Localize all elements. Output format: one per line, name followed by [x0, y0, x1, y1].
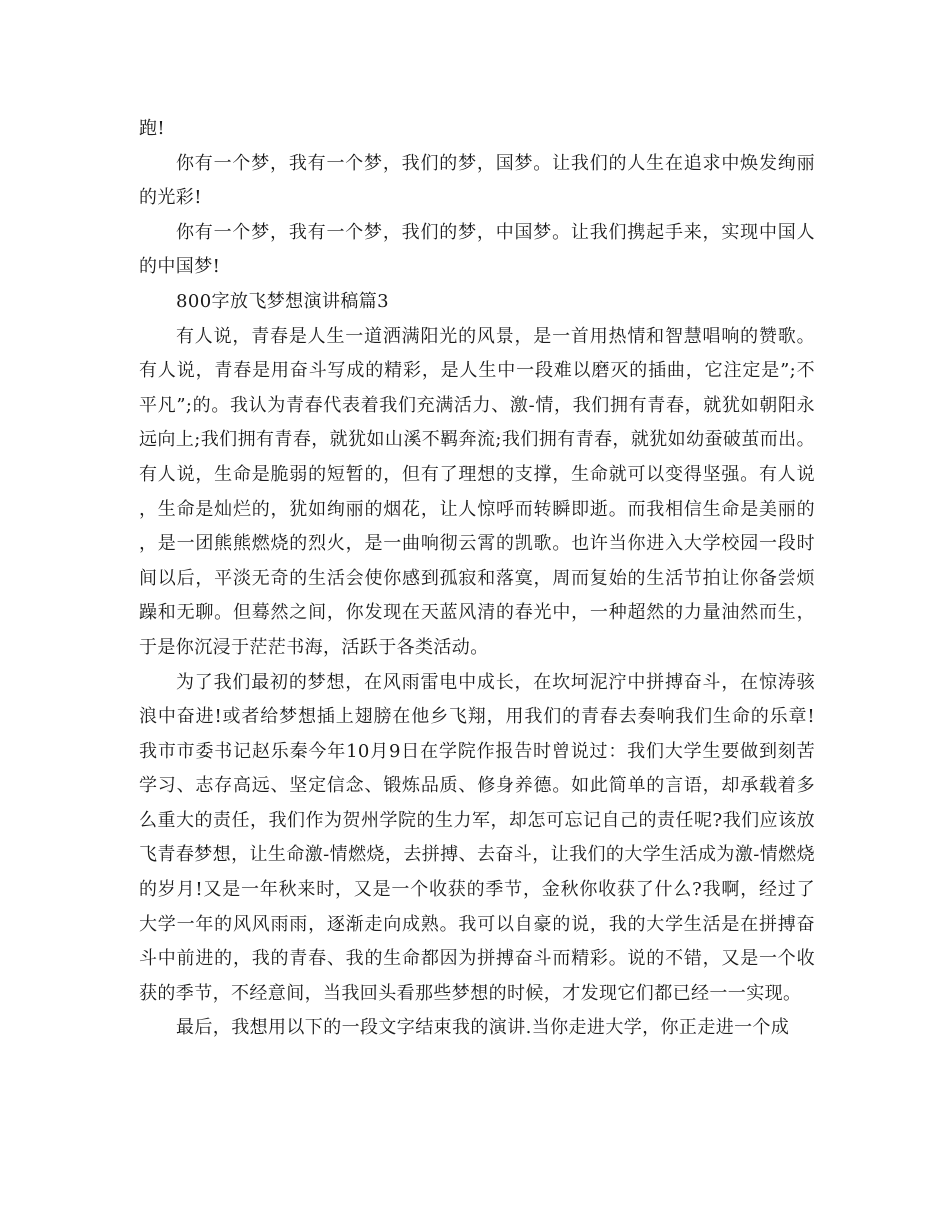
paragraph: 你有一个梦，我有一个梦，我们的梦，国梦。让我们的人生在追求中焕发绚丽的光彩! [139, 152, 815, 209]
paragraph: 你有一个梦，我有一个梦，我们的梦，中国梦。让我们携起手来，实现中国人的中国梦! [139, 221, 815, 278]
paragraph: 为了我们最初的梦想，在风雨雷电中成长，在坎坷泥泞中拼搏奋斗，在惊涛骇浪中奋进!或者给梦想插上翅膀在他乡飞翔，用我们的青春去奏响我们生命的乐章!我市市委书记赵乐秦今年10月9日在学院作报告时曾说过：我们大学生要做到刻苦学习、志存高远、坚定信念、锻炼品质、修身养德。如此简单的言语，却承载着多么重大的责任，我们作为贺州学院的生力军，却怎可忘记自己的责任呢?我们应该放飞青春梦想，让生命激-情燃烧，去拼搏、去奋斗，让我们的大学生活成为激-情燃烧的岁月!又是一年秋来时，又是一个收获的季节，金秋你收获了什么?我啊，经过了大学一年的风风雨雨，逐渐走向成熟。我可以自豪的说，我的大学生活是在拼搏奋斗中前进的，我的青春、我的生命都因为拼搏奋斗而精彩。说的不错，又是一个收获的季节，不经意间，当我回头看那些梦想的时候，才发现它们都已经一一实现。 [139, 671, 815, 1004]
paragraph-continuation: 跑! [139, 118, 166, 139]
section-heading: 800字放飞梦想演讲稿篇3 [176, 290, 390, 312]
document-page [139, 112, 815, 1046]
paragraph: 最后，我想用以下的一段文字结束我的演讲.当你走进大学，你正走进一个成 [176, 1017, 790, 1039]
paragraph: 有人说，青春是人生一道洒满阳光的风景，是一首用热情和智慧唱响的赞歌。有人说，青春是用奋斗写成的精彩，是人生中一段难以磨灭的插曲，它注定是”;不平凡”;的。我认为青春代表着我们充满活力、激-情，我们拥有青春，就犹如朝阳永远向上;我们拥有青春，就犹如山溪不羁奔流;我们拥有青春，就犹如幼蚕破茧而出。有人说，生命是脆弱的短暂的，但有了理想的支撑，生命就可以变得坚强。有人说，生命是灿烂的，犹如绚丽的烟花，让人惊呼而转瞬即逝。而我相信生命是美丽的，是一团熊熊燃烧的烈火，是一曲响彻云霄的凯歌。也许当你进入大学校园一段时间以后，平淡无奇的生活会使你感到孤寂和落寞，周而复始的生活节拍让你备尝烦躁和无聊。但蓦然之间，你发现在天蓝风清的春光中，一种超然的力量油然而生，于是你沉浸于茫茫书海，活跃于各类活动。 [139, 325, 815, 658]
